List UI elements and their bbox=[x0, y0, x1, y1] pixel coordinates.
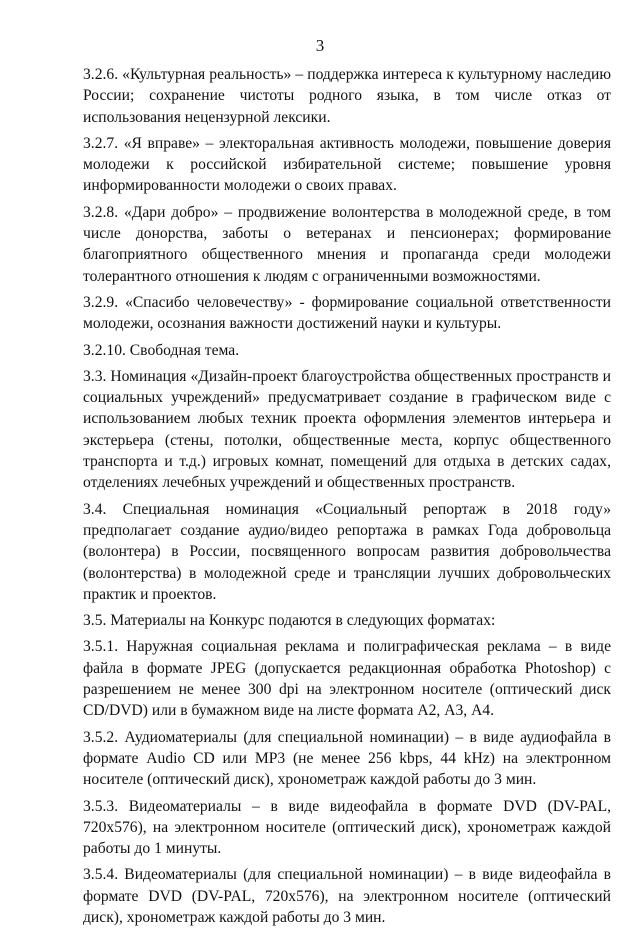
paragraph-3-5-3: 3.5.3. Видеоматериалы – в виде видеофайла в формате DVD (DV-PAL, 720x576), на электронном носителе (оптический диск), хронометраж каждой работы до 1 минуты. bbox=[83, 797, 611, 858]
paragraph-3-5: 3.5. Материалы на Конкурс подаются в следующих форматах: bbox=[83, 612, 496, 630]
document-body bbox=[83, 64, 611, 933]
paragraph-3-2-8: 3.2.8. «Дари добро» – продвижение волонтерства в молодежной среде, в том числе донорства, заботы о ветеранах и пенсионерах; формирование благоприятного общественного мнения и пропаганда среди молодежи толерантного отношения к людям с ограниченными возможностями. bbox=[83, 203, 611, 285]
page-number: 3 bbox=[315, 36, 325, 55]
paragraph-3-4: 3.4. Специальная номинация «Социальный репортаж в 2018 году» предполагает создание аудио/видео репортажа в рамках Года добровольца (волонтера) в России, посвященного вопросам развития добровольчества (волонтерства) в молодежной среде и трансляции лучших добровольческих практик и проектов. bbox=[83, 500, 611, 603]
paragraph-3-5-1: 3.5.1. Наружная социальная реклама и полиграфическая реклама – в виде файла в формате JPEG (допускается редакционная обработка Photoshop) с разрешением не менее 300 dpi на электронном носителе (оптический диск CD/DVD) или в бумажном виде на листе формата А2, А3, А4. bbox=[83, 638, 611, 720]
paragraph-3-5-4: 3.5.4. Видеоматериалы (для специальной номинации) – в виде видеофайла в формате DVD (DV-PAL, 720x576), на электронном носителе (оптический диск), хронометраж каждой работы до 3 мин. bbox=[83, 866, 611, 926]
paragraph-3-2-10: 3.2.10. Свободная тема. bbox=[83, 341, 240, 359]
paragraph-3-5-2: 3.5.2. Аудиоматериалы (для специальной номинации) – в виде аудиофайла в формате Audio CD или MP3 (не менее 256 kbps, 44 kHz) на электронном носителе (оптический диск), хронометраж каждой работы до 3 мин. bbox=[83, 728, 611, 789]
paragraph-3-3: 3.3. Номинация «Дизайн-проект благоустройства общественных пространств и социальных учреждений» предусматривает создание в графическом виде с использованием любых техник проекта оформления элементов интерьера и экстерьера (стены, потолки, общественные места, корпус общественного транспорта и т.д.) игровых комнат, помещений для отдыха в детских садах, отделениях лечебных учреждений и общественных пространств. bbox=[83, 367, 611, 492]
paragraph-3-2-9: 3.2.9. «Спасибо человечеству» - формирование социальной ответственности молодежи, осознания важности достижений науки и культуры. bbox=[83, 293, 611, 333]
paragraph-3-2-7: 3.2.7. «Я вправе» – электоральная активность молодежи, повышение доверия молодежи к российской избирательной системе; повышение уровня информированности молодежи о своих правах. bbox=[83, 134, 611, 195]
paragraph-3-2-6: 3.2.6. «Культурная реальность» – поддержка интереса к культурному наследию России; сохранение чистоты родного языка, в том числе отказ от использования нецензурной лексики. bbox=[83, 66, 611, 126]
